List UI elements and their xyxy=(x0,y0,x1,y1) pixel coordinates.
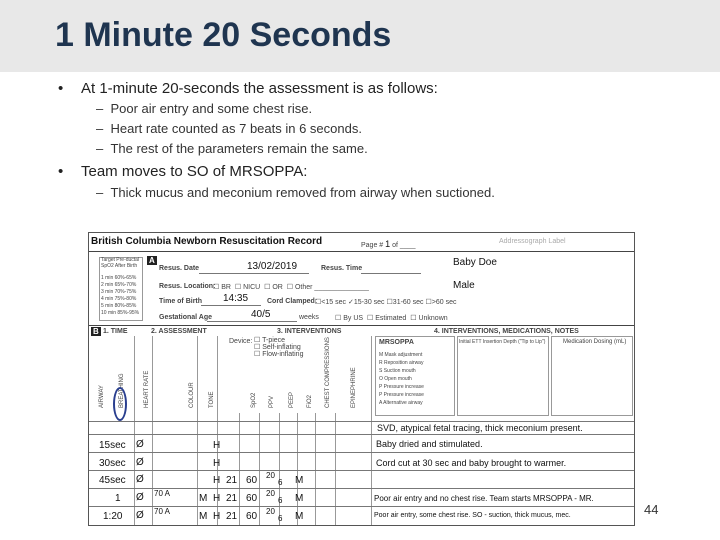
row-spo2: 21 xyxy=(226,475,238,486)
col-ppv: PPV xyxy=(269,395,275,408)
resuscitation-record-form xyxy=(88,232,635,526)
ett-title: Initial ETT Insertion Depth ("Tip to Lip") xyxy=(459,339,546,345)
gest-age-label: Gestational Age xyxy=(159,314,213,321)
slide-title: 1 Minute 20 Seconds xyxy=(55,16,392,54)
patient-sex: Male xyxy=(453,280,475,291)
gest-unit: weeks xyxy=(299,314,319,321)
row-note: Poor air entry, some chest rise. SO - suction, thick mucus, mec. xyxy=(374,512,571,519)
row-spo2: 21 xyxy=(226,493,238,504)
row-ppv: 6 xyxy=(278,478,283,487)
cord-clamped-label: Cord Clamped: xyxy=(267,298,318,305)
col-assessment: 2. ASSESSMENT xyxy=(151,328,207,335)
spo2-target-title: Target Pre-ductal SpO2 After Birth xyxy=(101,257,140,269)
row-hr: H xyxy=(213,458,221,469)
device-label: Device: xyxy=(229,338,253,345)
col-colour: COLOUR xyxy=(189,382,195,408)
row-fio2: 20 xyxy=(266,471,275,480)
medication-table xyxy=(551,336,633,416)
col-breathing: BREATHING xyxy=(119,373,125,408)
spo2-rows: 1 min 60%-65% 2 min 65%-70% 3 min 70%-75% 4 min 75%-80% 5 min 80%-85% 10 min 85%-95% xyxy=(101,275,140,316)
row-hr: H xyxy=(213,511,221,522)
location-options: ☐ BR ☐ NICU ☐ OR ☐ Other ______________ xyxy=(213,284,369,291)
sub-bullet: – Poor air entry and some chest rise. xyxy=(96,101,313,116)
col-interventions: 3. INTERVENTIONS xyxy=(277,328,342,335)
col-epinephrine: EPINEPHRINE xyxy=(351,367,357,408)
medication-title: Medication Dosing (mL) xyxy=(563,339,627,345)
gest-options: ☐ By US ☐ Estimated ☐ Unknown xyxy=(335,315,448,322)
row-cc: M xyxy=(295,511,304,522)
row-m: M xyxy=(199,511,208,522)
cord-options: ☐<15 sec ✓15-30 sec ☐31-60 sec ☐>60 sec xyxy=(315,299,457,306)
row-note: Cord cut at 30 sec and baby brought to warmer. xyxy=(376,458,567,468)
col-airway: AIRWAY xyxy=(99,385,105,408)
sub-bullet: – Thick mucus and meconium removed from airway when suctioned. xyxy=(96,185,495,200)
row-hr: H xyxy=(213,493,221,504)
mrsoppa-items: M Mask adjustment R Reposition airway S Suction mouth O Open mouth P Pressure increase P Pressure increase A Alternative airway xyxy=(379,352,424,406)
time-of-birth-label: Time of Birth xyxy=(159,298,203,305)
gest-age-value: 40/5 xyxy=(251,309,271,320)
resus-date-label: Resus. Date xyxy=(159,265,200,272)
time-of-birth-value: 14:35 xyxy=(223,293,249,304)
col-tone: TONE xyxy=(209,391,215,408)
section-a-label: A xyxy=(149,256,155,265)
bullet-2: Team moves to SO of MRSOPPA: xyxy=(81,163,308,180)
row-spo2: 21 xyxy=(226,511,238,522)
row-fio2: 20 xyxy=(266,507,275,516)
page-number: 44 xyxy=(644,502,659,517)
col-fio2: FiO2 xyxy=(307,394,313,408)
bullet-dot: • xyxy=(58,80,64,97)
resus-time-label: Resus. Time xyxy=(321,265,363,272)
row-airway: Ø xyxy=(136,510,144,521)
resus-location-label: Resus. Location: xyxy=(159,283,216,290)
row-cc: M xyxy=(295,493,304,504)
device-options: ☐ T-piece ☐ Self-inflating ☐ Flow-inflating xyxy=(254,337,304,358)
row-airway: Ø xyxy=(136,439,144,450)
row-cc: M xyxy=(295,475,304,486)
row-a: 70 A xyxy=(154,489,171,498)
col-chest-compressions: CHEST COMPRESSIONS xyxy=(325,337,331,408)
row-airway: Ø xyxy=(136,474,144,485)
row-fio2: 20 xyxy=(266,489,275,498)
ett-depth-table xyxy=(457,336,549,416)
row-note: Baby dried and stimulated. xyxy=(376,439,483,449)
bullet-dot: • xyxy=(58,163,64,180)
row-hr: H xyxy=(213,440,221,451)
mrsoppa-title: MRSOPPA xyxy=(379,339,414,346)
resus-date-value: 13/02/2019 xyxy=(247,261,298,272)
form-header: British Columbia Newborn Resuscitation Record xyxy=(91,236,323,247)
row-airway: Ø xyxy=(136,492,144,503)
row-peep: 60 xyxy=(246,493,258,504)
row-airway: Ø xyxy=(136,457,144,468)
row-a: 70 A xyxy=(154,507,171,516)
patient-name: Baby Doe xyxy=(453,257,497,268)
row-ppv: 6 xyxy=(278,496,283,505)
bullet-1: At 1-minute 20-seconds the assessment is as follows: xyxy=(81,80,438,97)
sub-bullet: – Heart rate counted as 7 beats in 6 seconds. xyxy=(96,121,362,136)
col-interventions-notes: 4. INTERVENTIONS, MEDICATIONS, NOTES xyxy=(434,328,579,335)
row-m: M xyxy=(199,493,208,504)
circled-column-marker xyxy=(113,387,127,421)
sub-bullet: – The rest of the parameters remain the same. xyxy=(96,141,368,156)
row-peep: 60 xyxy=(246,475,258,486)
page-label: Page # 1 of ____ xyxy=(361,239,416,249)
row-time: 1 xyxy=(115,493,121,504)
col-spo2: SpO2 xyxy=(251,392,257,408)
row-ppv: 6 xyxy=(278,514,283,523)
addressograph-label: Addressograph Label xyxy=(499,238,566,245)
col-time: 1. TIME xyxy=(103,328,128,335)
row-time: 45sec xyxy=(99,475,126,486)
col-heart-rate: HEART RATE xyxy=(144,370,150,408)
col-peep: PEEP xyxy=(289,391,295,408)
note-top: SVD, atypical fetal tracing, thick meconium present. xyxy=(377,423,583,433)
row-time: 15sec xyxy=(99,440,126,451)
row-time: 1:20 xyxy=(103,511,123,522)
row-hr: H xyxy=(213,475,221,486)
row-time: 30sec xyxy=(99,458,126,469)
row-note: Poor air entry and no chest rise. Team starts MRSOPPA - MR. xyxy=(374,494,594,503)
section-b-label: B xyxy=(93,327,99,336)
row-peep: 60 xyxy=(246,511,258,522)
